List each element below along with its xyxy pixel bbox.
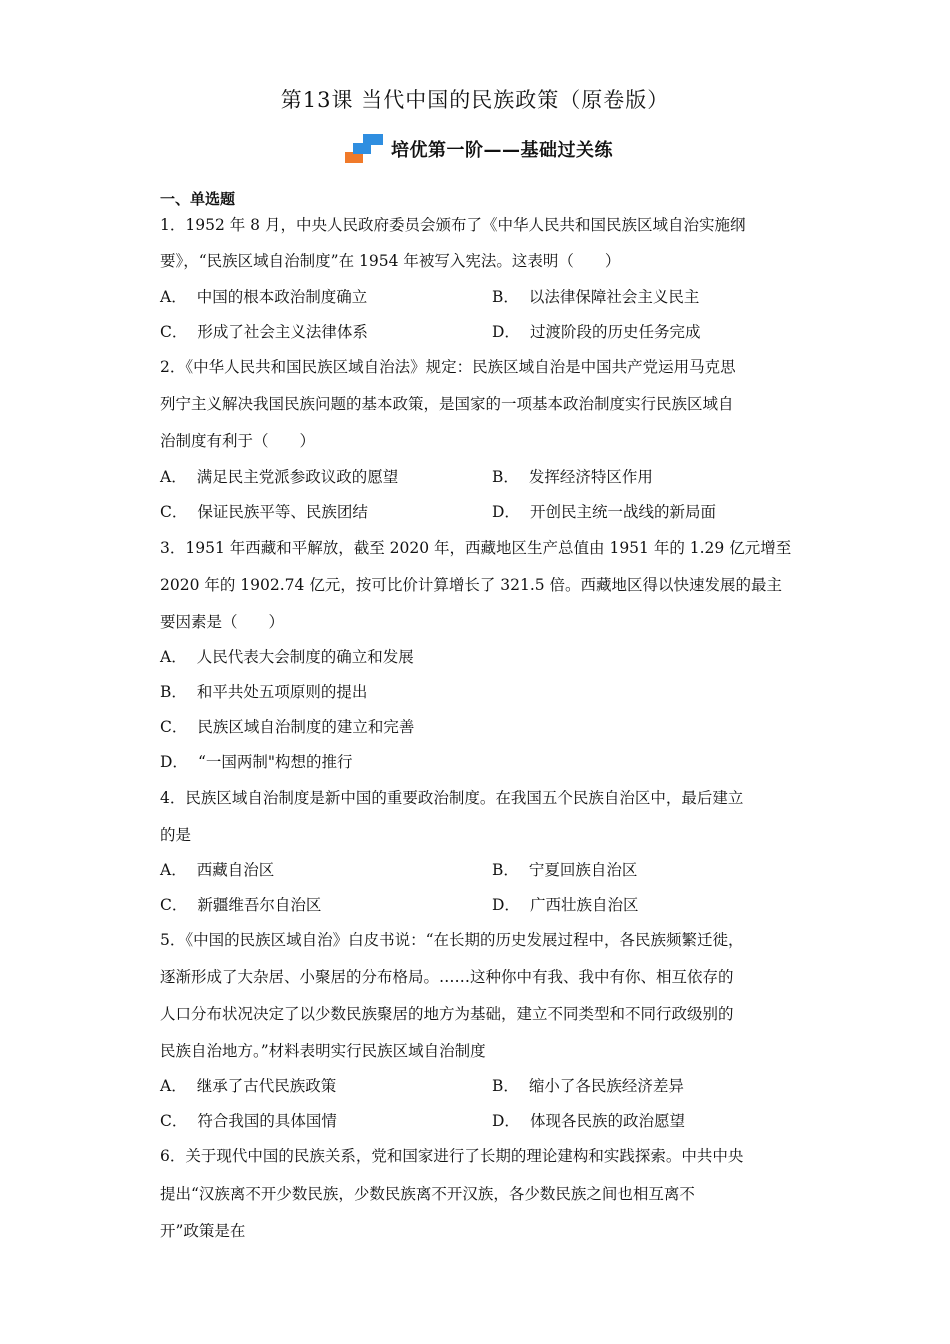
question-2-line-2: 列宁主义解决我国民族问题的基本政策，是国家的一项基本政治制度实行民族区域自 bbox=[160, 395, 734, 413]
option-label: C． bbox=[160, 503, 188, 521]
option-text: 人民代表大会制度的确立和发展 bbox=[196, 648, 414, 666]
q4-option-c[interactable] bbox=[160, 893, 321, 915]
option-text: 发挥经济特区作用 bbox=[528, 468, 653, 486]
question-1-line-2: 要》，“民族区域自治制度”在 1954 年被写入宪法。这表明（ ） bbox=[160, 252, 621, 270]
question-2-line-1: 2．《中华人民共和国民族区域自治法》规定：民族区域自治是中国共产党运用马克思 bbox=[160, 358, 736, 376]
option-text: 保证民族平等、民族团结 bbox=[197, 503, 368, 521]
q1-option-b[interactable] bbox=[492, 285, 699, 307]
option-text: 继承了古代民族政策 bbox=[196, 1077, 337, 1095]
q1-option-d[interactable] bbox=[492, 320, 700, 342]
option-label: D． bbox=[492, 1112, 520, 1130]
q1-option-a[interactable] bbox=[160, 285, 367, 307]
option-label: A． bbox=[160, 1077, 187, 1095]
q3-option-a[interactable] bbox=[160, 645, 414, 667]
option-text: 符合我国的具体国情 bbox=[197, 1112, 337, 1130]
question-2-line-3: 治制度有利于（ ） bbox=[160, 432, 316, 450]
option-label: C． bbox=[160, 718, 188, 736]
section-banner bbox=[0, 132, 950, 166]
option-label: A． bbox=[160, 468, 187, 486]
option-text: 广西壮族自治区 bbox=[529, 896, 639, 914]
q5-option-a[interactable] bbox=[160, 1074, 336, 1096]
option-label: C． bbox=[160, 323, 188, 341]
option-text: 和平共处五项原则的提出 bbox=[196, 683, 368, 701]
option-label: B． bbox=[492, 468, 519, 486]
question-4-line-2: 的是 bbox=[160, 826, 192, 844]
option-label: A． bbox=[160, 861, 187, 879]
option-text: 开创民主统一战线的新局面 bbox=[529, 503, 716, 521]
option-text: 过渡阶段的历史任务完成 bbox=[529, 323, 701, 341]
option-text: 宁夏回族自治区 bbox=[528, 861, 638, 879]
option-label: B． bbox=[492, 288, 519, 306]
q3-option-c[interactable] bbox=[160, 715, 414, 737]
option-label: A． bbox=[160, 288, 187, 306]
section-heading: 一、单选题 bbox=[160, 190, 236, 208]
question-5-line-2: 逐渐形成了大杂居、小聚居的分布格局。……这种你中有我、我中有你、相互依存的 bbox=[160, 968, 734, 986]
question-6-line-2: 提出“汉族离不开少数民族，少数民族离不开汉族，各少数民族之间也相互离不 bbox=[160, 1185, 695, 1203]
option-text: 满足民主党派参政议政的愿望 bbox=[196, 468, 399, 486]
q1-option-c[interactable] bbox=[160, 320, 368, 342]
option-label: B． bbox=[492, 861, 519, 879]
q4-option-d[interactable] bbox=[492, 893, 638, 915]
q3-option-b[interactable] bbox=[160, 680, 367, 702]
question-5-line-1: 5．《中国的民族区域自治》白皮书说：“在长期的历史发展过程中，各民族频繁迁徙， bbox=[160, 931, 744, 949]
option-text: 以法律保障社会主义民主 bbox=[528, 288, 700, 306]
option-label: C． bbox=[160, 896, 188, 914]
q4-option-b[interactable] bbox=[492, 858, 637, 880]
option-text: 民族区域自治制度的建立和完善 bbox=[197, 718, 415, 736]
option-text: 体现各民族的政治愿望 bbox=[529, 1112, 685, 1130]
option-label: C． bbox=[160, 1112, 188, 1130]
q2-option-c[interactable] bbox=[160, 500, 368, 522]
question-5-line-3: 人口分布状况决定了以少数民族聚居的地方为基础，建立不同类型和不同行政级别的 bbox=[160, 1005, 734, 1023]
question-1-line-1: 1．1952 年 8 月，中央人民政府委员会颁布了《中华人民共和国民族区域自治实施纲 bbox=[160, 216, 746, 234]
q5-option-c[interactable] bbox=[160, 1109, 337, 1131]
option-label: B． bbox=[160, 683, 187, 701]
question-3-line-3: 要因素是（ ） bbox=[160, 613, 285, 631]
question-6-line-1: 6．关于现代中国的民族关系，党和国家进行了长期的理论建构和实践探索。中共中央 bbox=[160, 1147, 744, 1165]
q5-option-d[interactable] bbox=[492, 1109, 685, 1131]
option-text: 形成了社会主义法律体系 bbox=[197, 323, 368, 341]
page-title: 第13课 当代中国的民族政策（原卷版） bbox=[280, 88, 670, 112]
q2-option-a[interactable] bbox=[160, 465, 398, 487]
question-5-line-4: 民族自治地方。”材料表明实行民族区域自治制度 bbox=[160, 1042, 486, 1060]
q2-option-b[interactable] bbox=[492, 465, 653, 487]
q2-option-d[interactable] bbox=[492, 500, 716, 522]
question-6-line-3: 开”政策是在 bbox=[160, 1222, 246, 1240]
option-text: 中国的根本政治制度确立 bbox=[196, 288, 368, 306]
option-label: D． bbox=[492, 503, 520, 521]
option-label: D． bbox=[492, 323, 520, 341]
option-text: 缩小了各民族经济差异 bbox=[528, 1077, 684, 1095]
option-label: B． bbox=[492, 1077, 519, 1095]
question-4-line-1: 4．民族区域自治制度是新中国的重要政治制度。在我国五个民族自治区中，最后建立 bbox=[160, 789, 744, 807]
stairs-logo-icon bbox=[343, 132, 387, 166]
question-3-line-2: 2020 年的 1902.74 亿元，按可比价计算增长了 321.5 倍。西藏地区得以快速发展的最主 bbox=[160, 576, 783, 594]
option-text: 新疆维吾尔自治区 bbox=[197, 896, 322, 914]
q4-option-a[interactable] bbox=[160, 858, 274, 880]
question-3-line-1: 3．1951 年西藏和平解放，截至 2020 年，西藏地区生产总值由 1951 年的 1.29 亿元增至 bbox=[160, 539, 792, 557]
option-label: D． bbox=[492, 896, 520, 914]
q3-option-d[interactable] bbox=[160, 750, 353, 772]
option-text: “一国两制"构想的推行 bbox=[197, 753, 353, 771]
banner-text: 培优第一阶——基础过关练 bbox=[391, 140, 613, 161]
option-text: 西藏自治区 bbox=[196, 861, 275, 879]
q5-option-b[interactable] bbox=[492, 1074, 684, 1096]
option-label: D． bbox=[160, 753, 188, 771]
option-label: A． bbox=[160, 648, 187, 666]
